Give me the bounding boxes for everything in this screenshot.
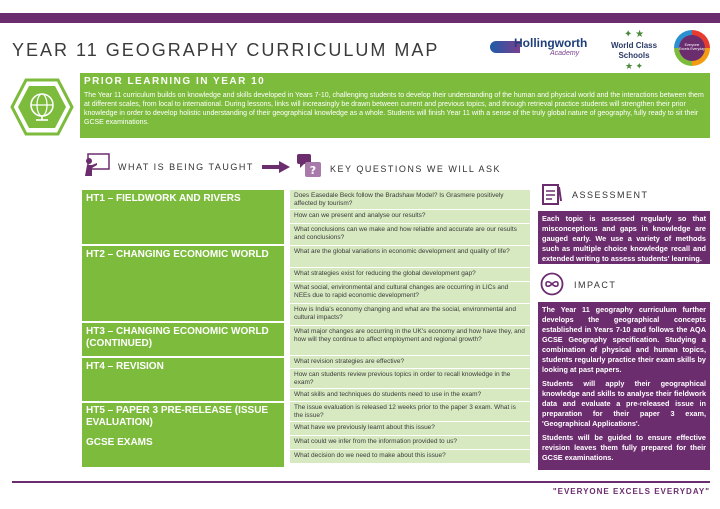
questions-column (290, 190, 530, 464)
stars-logo: ✦ ★ (623, 29, 645, 40)
question-item: What major changes are occurring in the UK's economy and how have they, and how will they continue to affect employment and regional growth? (290, 326, 530, 356)
question-item: The issue evaluation is released 12 weeks prior to the paper 3 exam. What is the issue? (290, 402, 530, 422)
question-item: What are the global variations in economic development and quality of life? (290, 246, 530, 268)
impact-paragraph: Students will be guided to ensure effective revision leaves them fully prepared for their GCSE examinations. (542, 433, 706, 462)
hollingworth-name: Hollingworth (514, 36, 588, 50)
assessment-box (538, 211, 710, 264)
top-bar (0, 13, 720, 23)
hollingworth-sub: Academy (550, 50, 580, 57)
question-item: Does Easedale Beck follow the Bradshaw Model? Is Grasmere positively affected by tourism? (290, 190, 530, 210)
question-item: What have we previously learnt about this issue? (290, 422, 530, 436)
topic-ht1: HT1 – FIELDWORK AND RIVERS (82, 190, 284, 246)
circle-badge-text: Everyone Excels Everyday (679, 35, 705, 61)
question-item: What could we infer from the information provided to us? (290, 436, 530, 450)
question-item: How can we present and analyse our results? (290, 210, 530, 224)
question-chat-icon (296, 153, 322, 179)
svg-text:?: ? (309, 164, 317, 177)
question-item: How can students review previous topics in order to recall knowledge in the exam? (290, 369, 530, 389)
circle-badge-logo (674, 30, 710, 66)
impact-box (538, 302, 710, 470)
question-item: What conclusions can we make and how reliable and accurate are our results and conclusions? (290, 224, 530, 246)
world-class-schools-label: World Class Schools (610, 41, 658, 60)
world-class-schools-logo: ✦ ★ World Class Schools ★ ✦ (598, 29, 670, 65)
questions-heading: KEY QUESTIONS WE WILL ASK (330, 164, 502, 174)
right-arrow-icon (262, 160, 290, 172)
question-item: What social, environmental and cultural changes are occurring in LICs and NEEs due to rapid economic development? (290, 282, 530, 304)
impact-paragraph: Students will apply their geographical knowledge and skills to analyse their fieldwork data and evaluate a pre-released issue in preparation for their paper 3 exam, 'Geographical Applications'. (542, 379, 706, 428)
hollingworth-logo (490, 35, 594, 59)
question-item: What decision do we need to make about this issue? (290, 450, 530, 464)
topic-ht5-label: HT5 – PAPER 3 PRE-RELEASE (ISSUE EVALUATION) (86, 405, 269, 428)
assessment-text: Each topic is assessed regularly so that misconceptions and gaps in knowledge are gauged early. We use a variety of methods such as multiple choice knowledge recall and extended writing to assess students' learning. (542, 214, 706, 263)
assessment-heading: ASSESSMENT (572, 190, 649, 200)
question-item: What strategies exist for reducing the global development gap? (290, 268, 530, 282)
clipboard-icon (541, 183, 563, 205)
prior-learning-title: PRIOR LEARNING IN YEAR 10 (84, 76, 266, 87)
footer-slogan: "EVERYONE EXCELS EVERYDAY" (552, 487, 710, 496)
question-item: What revision strategies are effective? (290, 356, 530, 369)
topic-ht2: HT2 – CHANGING ECONOMIC WORLD (82, 246, 284, 323)
footer-line (12, 481, 710, 483)
infinity-circle-icon (540, 272, 564, 296)
taught-heading: WHAT IS BEING TAUGHT (118, 162, 254, 172)
topic-ht5 (82, 403, 284, 469)
page-title: YEAR 11 GEOGRAPHY CURRICULUM MAP (12, 40, 440, 60)
question-item: What skills and techniques do students need to use in the exam? (290, 389, 530, 402)
impact-paragraph: The Year 11 geography curriculum further develops the geographical concepts established in Years 7-10 and follows the AQA GCSE Geography specification. Studying a combination of physical and human topics, students regularly practice their exam skills by looking at past papers. (542, 305, 706, 374)
question-item: How is India's economy changing and what are the social, environmental and cultural impacts? (290, 304, 530, 326)
topic-ht4: HT4 – REVISION (82, 358, 284, 403)
topic-gcse-exams: GCSE EXAMS (86, 437, 153, 448)
prior-learning-text: The Year 11 curriculum builds on knowledge and skills developed in Years 7-10, challenging students to develop their understanding of the human and physical world and the interactions between them at different scales, from local to international. During lessons, links will increasingly be drawn between current and previous topics, and through retrieval practice students will strengthen their prior knowledge in order to develop holistic understanding of their geographical knowledge as a whole. Students will finish Year 11 with a sense of the truly global nature of geography, fully ready to sit their GCSE examinations. (84, 92, 704, 126)
prior-learning-box (80, 73, 710, 138)
topic-ht3: HT3 – CHANGING ECONOMIC WORLD (CONTINUED) (82, 323, 284, 358)
topics-column (82, 190, 284, 469)
impact-heading: IMPACT (574, 280, 617, 290)
globe-hexagon-icon (10, 78, 74, 136)
teacher-board-icon (84, 153, 110, 177)
